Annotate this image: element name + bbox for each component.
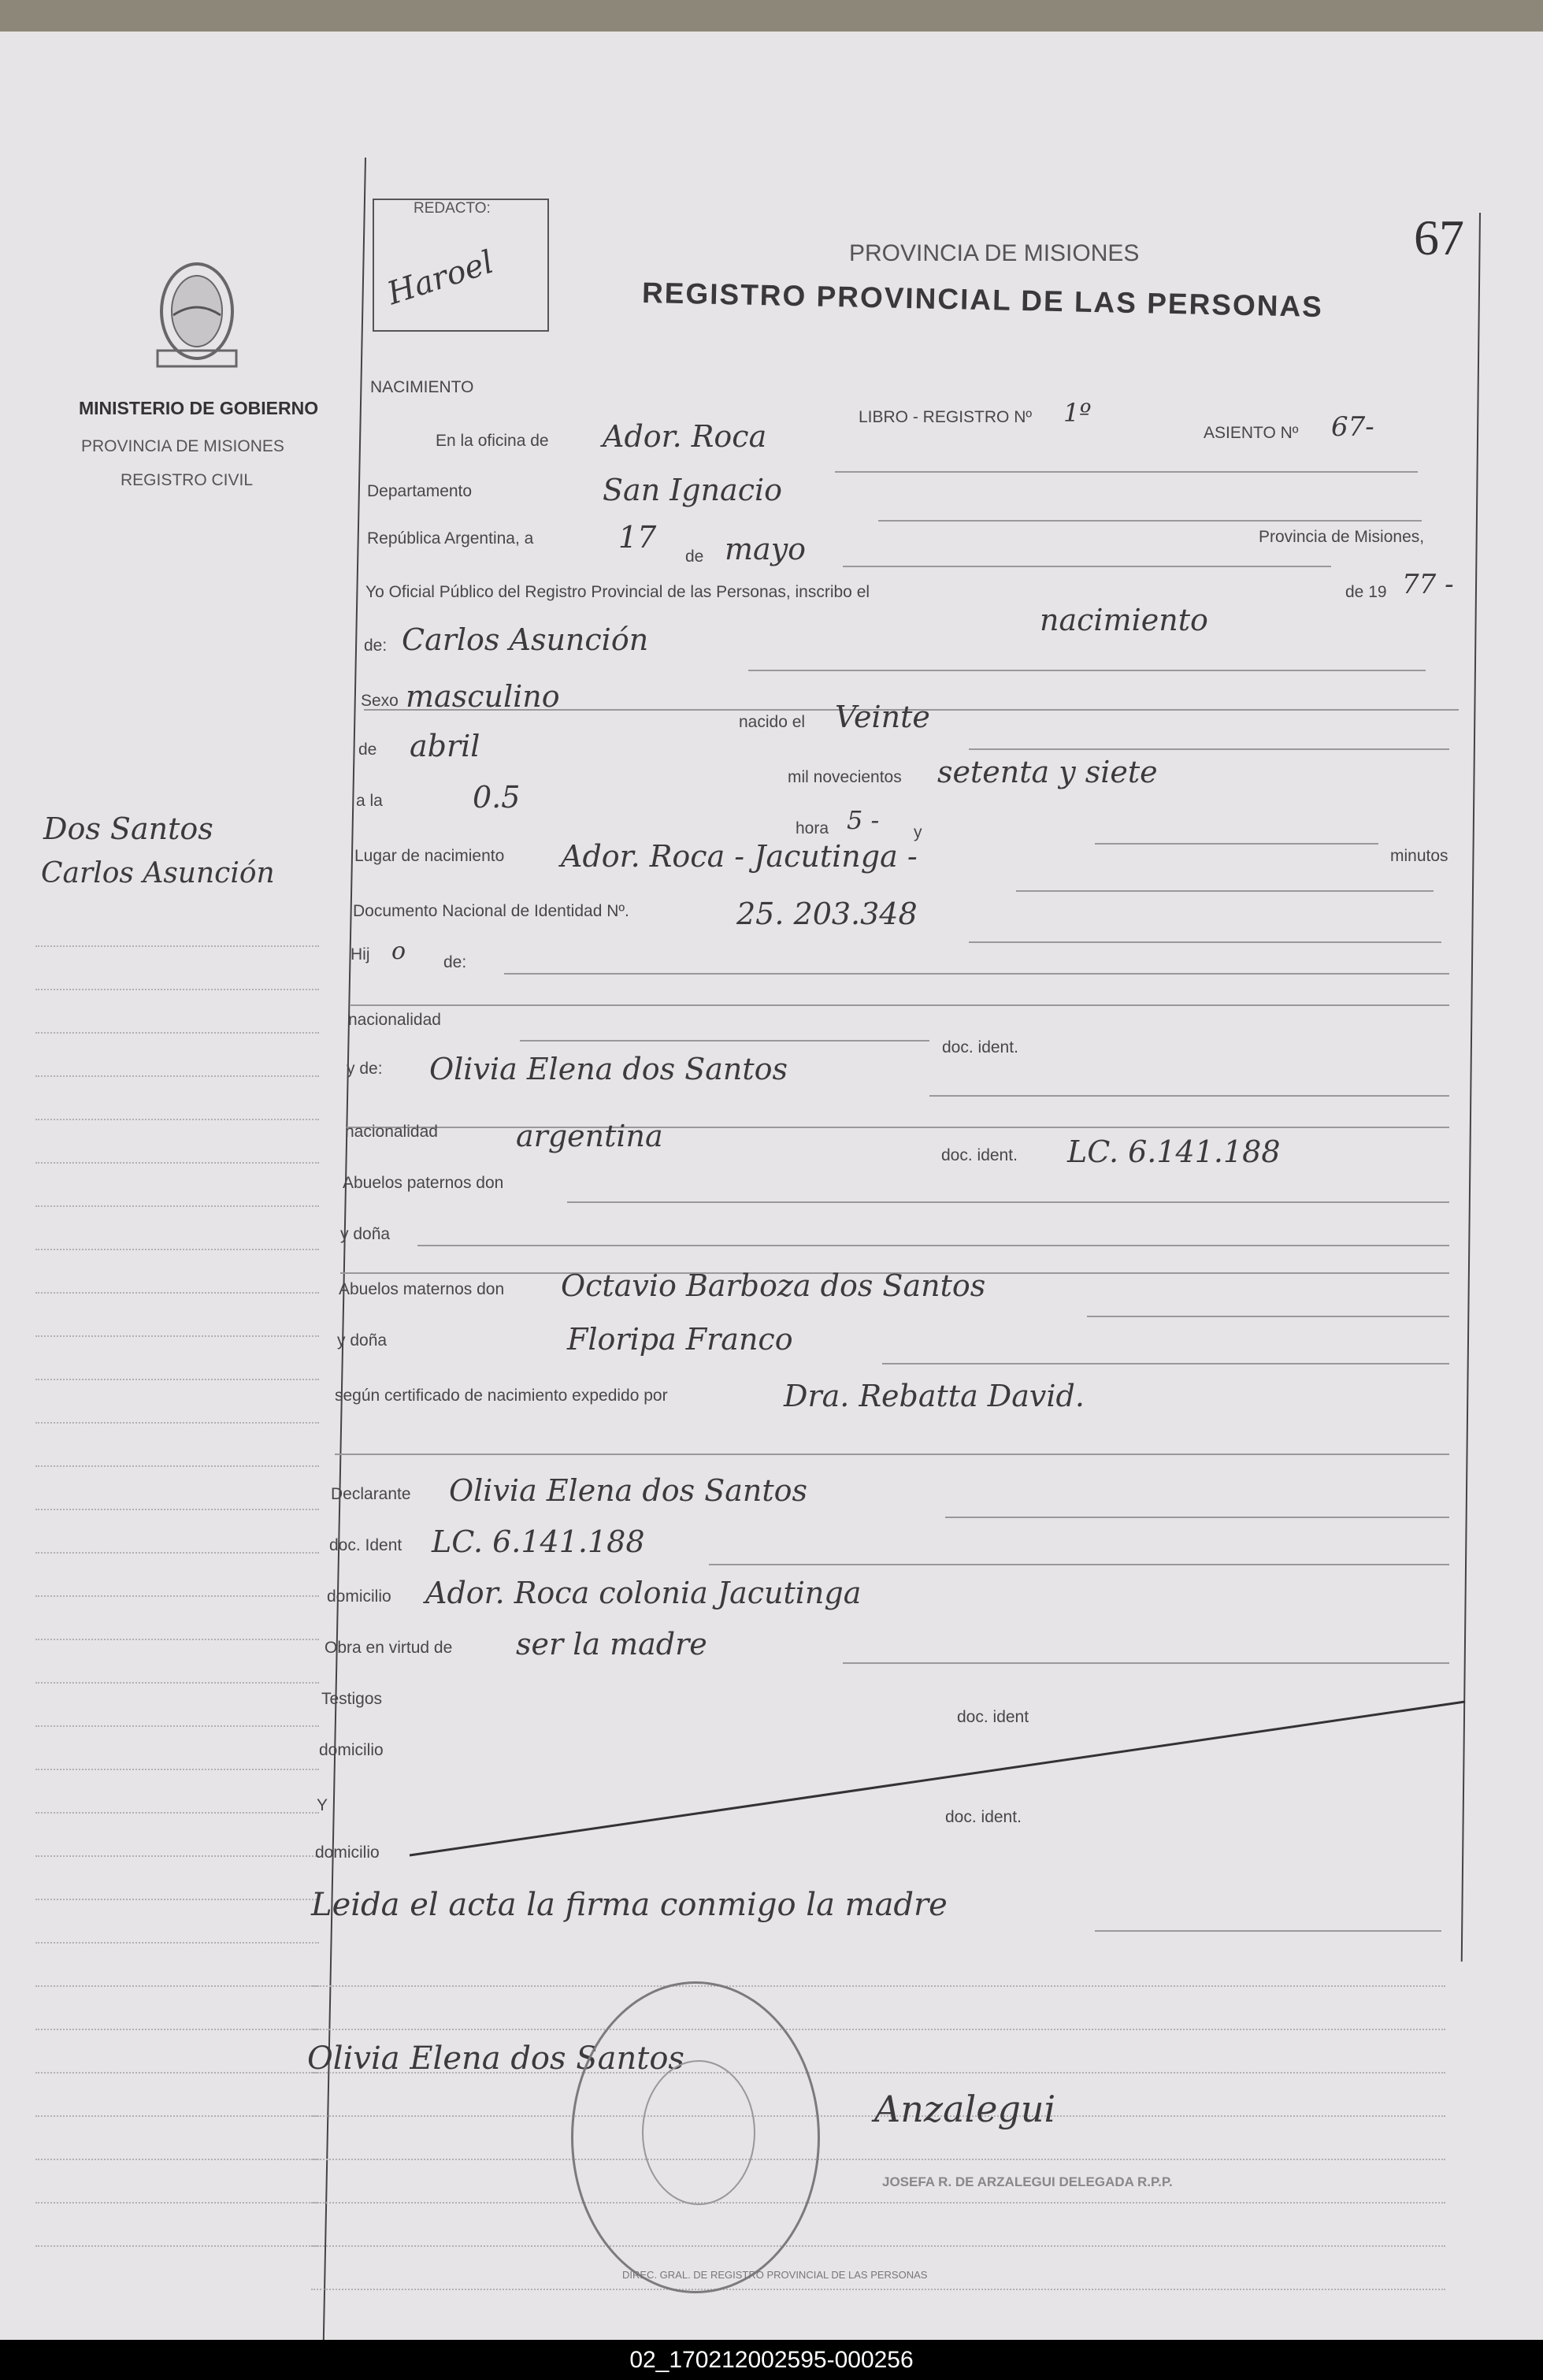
margin-line [35,1465,319,1467]
registry-seal-inner [642,2060,755,2205]
value-hora: 5 - [847,805,880,835]
label-mil-novecientos: mil novecientos [788,768,902,786]
label-sexo: Sexo [361,692,399,710]
value-certificado-por: Dra. Rebatta David. [784,1379,1085,1413]
coat-of-arms-icon [142,252,252,374]
rule [1087,1316,1449,1317]
registry-title: REGISTRO PROVINCIAL DE LAS PERSONAS [641,276,1324,324]
label-doc-ident4: doc. ident [957,1708,1029,1726]
value-mes-nac: abril [410,729,480,763]
value-obra: ser la madre [516,1627,707,1662]
province-title: PROVINCIA DE MISIONES [849,240,1140,266]
ministry-name: MINISTERIO DE GOBIERNO [79,398,319,418]
label-y-dona2: y doña [337,1331,388,1350]
label-provincia-misiones: Provincia de Misiones, [1259,528,1425,546]
rule [945,1517,1449,1518]
value-dni: 25. 203.348 [736,897,918,931]
margin-line [35,2245,319,2247]
value-nacionalidad-madre: argentina [516,1119,663,1153]
value-dia-nac: Veinte [835,700,930,734]
value-declarante: Olivia Elena dos Santos [449,1473,807,1508]
strike-line [402,1694,1473,1867]
label-hora: hora [796,819,829,837]
label-a-la: a la [356,792,383,810]
margin-line [35,1552,319,1554]
ruled-line [311,2245,1445,2247]
rule [882,1363,1449,1365]
value-sexo: masculino [406,679,560,714]
rule [351,1004,1449,1006]
value-asiento: 67- [1331,411,1374,443]
label-obra: Obra en virtud de [325,1639,453,1657]
rule [520,1040,929,1041]
label-nacido-el: nacido el [739,713,806,731]
label-libro: LIBRO - REGISTRO Nº [859,408,1033,426]
margin-line [35,1812,319,1814]
label-abuelos-maternos: Abuelos maternos don [339,1280,505,1298]
label-domicilio2: domicilio [319,1741,384,1759]
image-caption: 02_170212002595-000256 [629,2347,914,2373]
redacto-initials: Haroel [383,243,499,313]
margin-line [35,1855,319,1857]
rule [878,520,1422,522]
label-oficina: En la oficina de [436,432,549,450]
label-abuelos-paternos: Abuelos paternos don [343,1174,504,1192]
label-hij: Hij [351,945,370,964]
label-y-de: y de: [347,1060,383,1078]
label-nacimiento: NACIMIENTO [370,378,474,396]
value-cierre: Leida el acta la firma conmigo la madre [311,1887,948,1923]
label-de-19: de 19 [1345,583,1387,601]
margin-line [35,1335,319,1337]
rule [748,670,1426,671]
rule [567,1201,1449,1203]
label-departamento: Departamento [367,482,473,500]
margin-line [35,1292,319,1294]
label-de: de: [364,637,388,655]
label-republica: República Argentina, a [367,529,534,548]
label-lugar: Lugar de nacimiento [354,847,505,865]
margin-line [35,2159,319,2160]
value-nombre: Carlos Asunción [402,622,649,657]
page-number: 67 [1414,210,1464,265]
margin-line [35,945,319,947]
value-anio: 77 - [1402,569,1454,600]
margin-line [35,1942,319,1944]
margin-line [35,1119,319,1120]
ruled-line [311,2202,1445,2204]
label-doc-ident3: doc. Ident [329,1536,402,1554]
rule [843,1662,1449,1664]
label-de2: de [358,741,377,759]
margin-line [35,1075,319,1077]
label-hijo-de: de: [443,953,467,971]
ruled-line [311,2029,1445,2030]
label-doc-ident2: doc. ident. [941,1146,1018,1164]
rule [969,941,1441,943]
label-segun-certificado: según certificado de nacimiento expedido por [335,1387,668,1405]
margin-line [35,1595,319,1597]
ruled-line [311,1985,1445,1987]
margin-line [35,1249,319,1250]
rule [1095,843,1378,845]
rule [335,1454,1449,1455]
seal-text: DIREC. GRAL. DE REGISTRO PROVINCIAL DE LAS PERSONAS [622,2269,928,2281]
label-domicilio3: domicilio [315,1843,380,1862]
value-hora-a-la: 0.5 [473,780,521,815]
rule [929,1095,1449,1097]
value-hijo-letra: o [391,938,406,965]
margin-line [35,1205,319,1207]
label-domicilio1: domicilio [327,1587,391,1606]
margin-surname: Dos Santos [43,811,213,846]
stamp-text: JOSEFA R. DE ARZALEGUI DELEGADA R.P.P. [882,2174,1173,2189]
value-doc-declarante: LC. 6.141.188 [432,1524,645,1559]
margin-line [35,1725,319,1727]
margin-line [35,1509,319,1510]
rule [969,748,1449,750]
label-nacionalidad1: nacionalidad [348,1011,441,1029]
value-oficina: Ador. Roca [603,419,767,454]
label-y2: Y [317,1796,328,1814]
margin-line [35,1162,319,1164]
label-declarante: Declarante [331,1485,411,1503]
letterhead-province: PROVINCIA DE MISIONES [81,437,284,455]
margin-line [35,1639,319,1640]
value-lugar: Ador. Roca - Jacutinga - [561,839,918,874]
margin-line [35,2115,319,2117]
value-libro: 1º [1063,398,1092,428]
letterhead-registry: REGISTRO CIVIL [121,471,254,489]
label-minutos: minutos [1390,847,1448,865]
margin-line [35,1985,319,1987]
margin-given-names: Carlos Asunción [41,857,275,889]
label-nacionalidad2: nacionalidad [345,1123,438,1141]
value-anio-nac: setenta y siete [937,755,1158,789]
value-doc-madre: LC. 6.141.188 [1067,1134,1281,1169]
value-tipo-acto: nacimiento [1040,603,1208,637]
value-abuelo-materno: Octavio Barboza dos Santos [561,1268,986,1303]
value-abuela-materna: Floripa Franco [567,1322,793,1357]
rule [1016,890,1434,892]
ruled-line [311,2159,1445,2160]
margin-line [35,2029,319,2030]
label-doc-ident5: doc. ident. [945,1808,1022,1826]
label-documento: Documento Nacional de Identidad Nº. [353,902,629,920]
margin-line [35,2072,319,2074]
label-doc-ident1: doc. ident. [942,1038,1018,1056]
rule [835,471,1418,473]
label-y: y [914,823,922,841]
signature-official: Anzalegui [874,2088,1056,2130]
rule [843,566,1331,567]
margin-line [35,1032,319,1034]
margin-line [35,1899,319,1900]
redacto-label: REDACTO: [414,200,491,217]
value-departamento: San Ignacio [603,473,783,507]
rule [417,1245,1449,1246]
rule [1095,1930,1441,1932]
value-mes: mayo [725,532,807,566]
label-testigos: Testigos [321,1690,383,1708]
margin-line [35,1769,319,1770]
signature-mother: Olivia Elena dos Santos [307,2040,684,2077]
label-de1: de [685,548,704,566]
label-y-dona1: y doña [340,1225,391,1243]
margin-line [35,1379,319,1380]
label-yo-oficial: Yo Oficial Público del Registro Provincial de las Personas, inscribo el [365,583,870,601]
margin-line [35,2202,319,2204]
ruled-line [311,2289,1445,2290]
value-domicilio: Ador. Roca colonia Jacutinga [425,1576,862,1610]
margin-line [35,1682,319,1684]
margin-line [35,989,319,990]
rule [504,973,1449,975]
value-dia: 17 [618,520,657,555]
value-madre: Olivia Elena dos Santos [429,1052,788,1086]
label-asiento: ASIENTO Nº [1204,424,1299,442]
margin-line [35,1422,319,1424]
rule [347,1127,1449,1128]
document-page [0,32,1543,2340]
rule [709,1564,1449,1565]
